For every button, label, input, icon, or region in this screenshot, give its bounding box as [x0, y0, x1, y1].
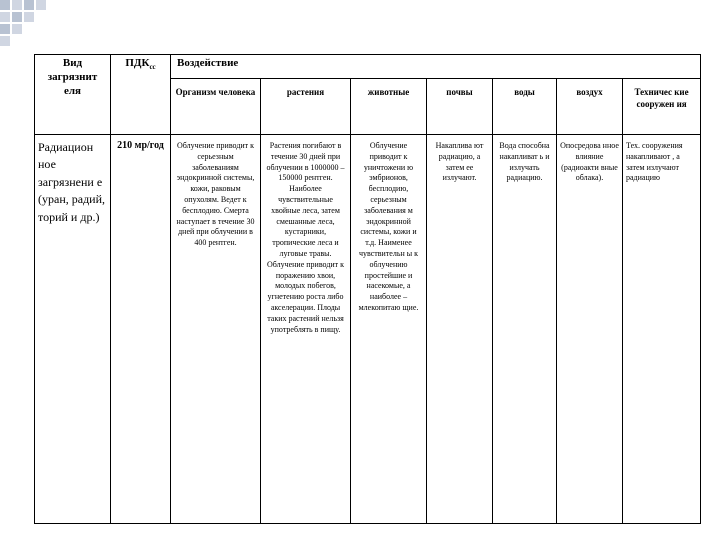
- table-row: [35, 135, 701, 524]
- cell-air: Опосредова нное влияние (радиоакти вные облака).: [557, 135, 623, 524]
- subheader-plants: растения: [261, 79, 351, 135]
- corner-decoration: [0, 0, 60, 50]
- header-pdk-subscript: сс: [149, 63, 156, 72]
- subheader-soil: почвы: [427, 79, 493, 135]
- subheader-animals: животные: [351, 79, 427, 135]
- header-pdk: [111, 55, 171, 135]
- header-impact-text: Воздействие: [177, 57, 239, 69]
- header-pollutant-type: [35, 55, 111, 135]
- cell-pdk-value: 210 мр/год: [111, 135, 171, 524]
- cell-pollutant: Радиацион ное загрязнени е (уран, радий, торий и др.): [35, 135, 111, 524]
- cell-structures: Тех. сооружения накапливают , а затем излучают радиацию: [623, 135, 701, 524]
- cell-animals: Облучение приводит к уничтожени ю эмбрионов, бесплодию, серьезным заболевания м эндокринной системы, кожи и т.д. Наименее чувствительн ы к облучению простейшие и насекомые, а наиболее – млекопитаю щие.: [351, 135, 427, 524]
- subheader-air: воздух: [557, 79, 623, 135]
- cell-plants: Растения погибают в течение 30 дней при облучении в 1000000 – 150000 рентген. Наиболее чувствительные хвойные леса, затем смешанные леса, кустарники, тропические леса и луговые травы. Облучение приводит к поражению хвои, молодых побегов, угнетению роста либо акселерации. Плоды таких растений нельзя употреблять в пищу.: [261, 135, 351, 524]
- header-pdk-text: ПДК: [125, 57, 150, 69]
- header-impact: [171, 55, 701, 79]
- radiation-impact-table: [34, 54, 701, 524]
- subheader-human: Организм человека: [171, 79, 261, 135]
- cell-human: Облучение приводит к серьезным заболеваниям эндокринной системы, кожи, раковым опухолям. Ведет к бесплодию. Смерта наступает в течение 30 дней при облучении в 400 рентген.: [171, 135, 261, 524]
- subheader-water: воды: [493, 79, 557, 135]
- header-pollutant-type-text: Вид загрязнит еля: [47, 57, 98, 97]
- cell-water: Вода способна накапливат ь и излучать радиацию.: [493, 135, 557, 524]
- cell-soil: Накаплива ют радиацию, а затем ее излучают.: [427, 135, 493, 524]
- subheader-structures: Техничес кие сооружен ия: [623, 79, 701, 135]
